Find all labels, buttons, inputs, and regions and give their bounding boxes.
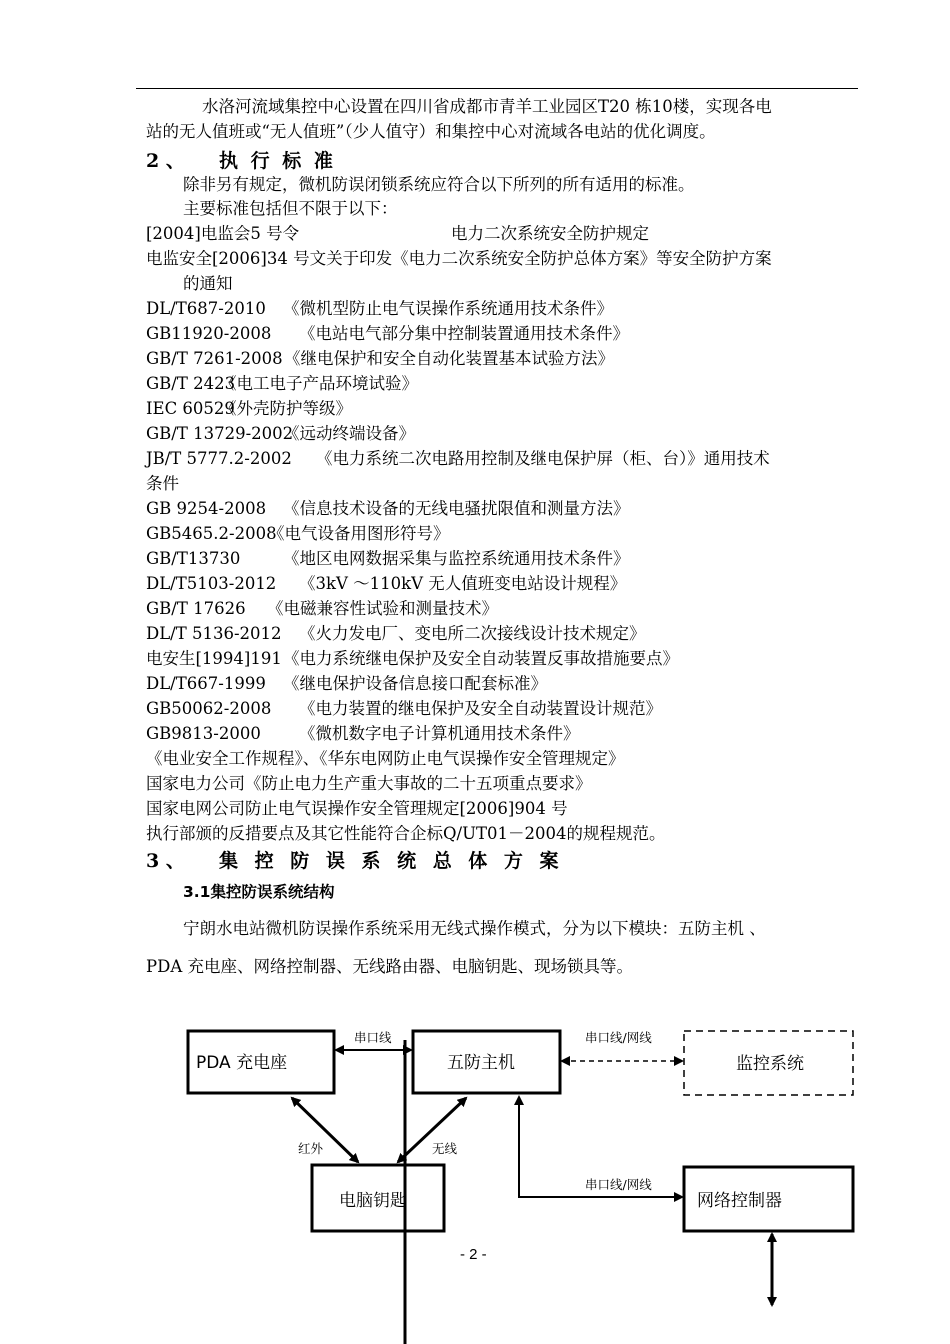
standard-code: GB/T 17626: [146, 599, 246, 618]
edge-label-infrared: 红外: [298, 1141, 324, 1156]
standard-code: 国家电网公司防止电气误操作安全管理规定[2006]904 号: [146, 799, 568, 818]
intro-line-1: 水洛河流域集控中心设置在四川省成都市青羊工业园区T20 栋10楼，实现各电: [202, 97, 772, 116]
host-label: 五防主机: [447, 1053, 515, 1073]
section2-number: 2 、: [146, 150, 185, 172]
standard-name: 《远动终端设备》: [283, 424, 415, 443]
standard-code: JB/T 5777.2-2002: [146, 449, 292, 468]
standard-code: GB/T 2423: [146, 374, 236, 393]
standard-code: GB/T 13729-2002: [146, 424, 294, 443]
section2-line-1: 除非另有规定，微机防误闭锁系统应符合以下所列的所有适用的标准。: [183, 175, 695, 194]
standard-code: DL/T687-2010: [146, 299, 266, 318]
pda-dock-label: PDA 充电座: [196, 1053, 288, 1073]
standard-name: 《微机型防止电气误操作系统通用技术条件》: [283, 299, 613, 318]
standard-code: 《电业安全工作规程》、《华东电网防止电气误操作安全管理规定》: [146, 749, 625, 768]
standard-name: 《地区电网数据采集与监控系统通用技术条件》: [283, 549, 630, 568]
standard-code: 电监安全[2006]34 号文关于印发《电力二次系统安全防护总体方案》等安全防护方案: [146, 249, 772, 268]
standard-code: DL/T667-1999: [146, 674, 266, 693]
section3-number: 3 、: [146, 850, 185, 872]
section3-title: 集 控 防 误 系 统 总 体 方 案: [219, 850, 564, 872]
standard-code: GB50062-2008: [146, 699, 272, 718]
standard-code: GB/T 7261-2008: [146, 349, 283, 368]
standard-code: 电安生[1994]191: [146, 649, 282, 668]
standard-name: 《电力系统继电保护及安全自动装置反事故措施要点》: [283, 649, 679, 668]
monitor-label: 监控系统: [736, 1054, 804, 1074]
section3-subtitle: 3.1集控防误系统结构: [183, 883, 335, 901]
standard-name: 《继电保护设备信息接口配套标准》: [283, 674, 547, 693]
standard-name: 《外壳防护等级》: [220, 399, 352, 418]
standard-name: 《电气设备用图形符号》: [268, 524, 450, 543]
edge-label-serial-net-bottom: 串口线/网线: [585, 1177, 652, 1192]
standard-code: DL/T 5136-2012: [146, 624, 282, 643]
standard-name: 《继电保护和安全自动化装置基本试验方法》: [284, 349, 614, 368]
standard-name: 《电工电子产品环境试验》: [220, 374, 418, 393]
standard-code: [2004]电监会5 号令: [146, 224, 300, 243]
standard-code: 执行部颁的反措要点及其它性能符合企标Q/UT01－2004的规程规范。: [146, 824, 666, 843]
section3-para-1: 宁朗水电站微机防误操作系统采用无线式操作模式，分为以下模块：五防主机 、: [183, 919, 766, 938]
section3-para-2: PDA 充电座、网络控制器、无线路由器、电脑钥匙、现场锁具等。: [146, 957, 633, 976]
standard-name: 《电磁兼容性试验和测量技术》: [267, 599, 498, 618]
standard-name: 《信息技术设备的无线电骚扰限值和测量方法》: [283, 499, 630, 518]
standard-name: 《3kV ～110kV 无人值班变电站设计规程》: [299, 574, 627, 593]
standard-name: 《电力系统二次电路用控制及继电保护屏（柜、台）》通用技术: [316, 449, 770, 468]
intro-line-2: 站的无人值班或“无人值班”（少人值守）和集控中心对流域各电站的优化调度。: [146, 122, 716, 141]
section2-line-2: 主要标准包括但不限于以下：: [183, 199, 398, 218]
standard-code: GB5465.2-2008: [146, 524, 277, 543]
standard-code: 条件: [146, 474, 179, 493]
key-label: 电脑钥匙: [339, 1191, 407, 1211]
standard-code: GB/T13730: [146, 549, 241, 568]
standard-code: IEC 60529: [146, 399, 235, 418]
standard-code: 的通知: [183, 274, 233, 293]
standard-code: GB9813-2000: [146, 724, 261, 743]
standard-code: DL/T5103-2012: [146, 574, 277, 593]
standard-name: 《火力发电厂、变电所二次接线设计技术规定》: [299, 624, 646, 643]
standard-name: 《电站电气部分集中控制装置通用技术条件》: [299, 324, 629, 343]
edge-label-serial: 串口线: [354, 1030, 392, 1045]
page-number: - 2 -: [460, 1246, 487, 1263]
standard-name: 电力二次系统安全防护规定: [451, 224, 649, 243]
standard-name: 《电力装置的继电保护及安全自动装置设计规范》: [299, 699, 662, 718]
standard-code: GB 9254-2008: [146, 499, 267, 518]
standard-code: GB11920-2008: [146, 324, 272, 343]
edge-label-serial-net-top: 串口线/网线: [585, 1030, 652, 1045]
netctl-label: 网络控制器: [697, 1191, 782, 1211]
standard-name: 《微机数字电子计算机通用技术条件》: [299, 724, 580, 743]
edge-label-wireless: 无线: [432, 1141, 458, 1156]
section2-title: 执 行 标 准: [219, 150, 336, 172]
standard-code: 国家电力公司《防止电力生产重大事故的二十五项重点要求》: [146, 774, 592, 793]
